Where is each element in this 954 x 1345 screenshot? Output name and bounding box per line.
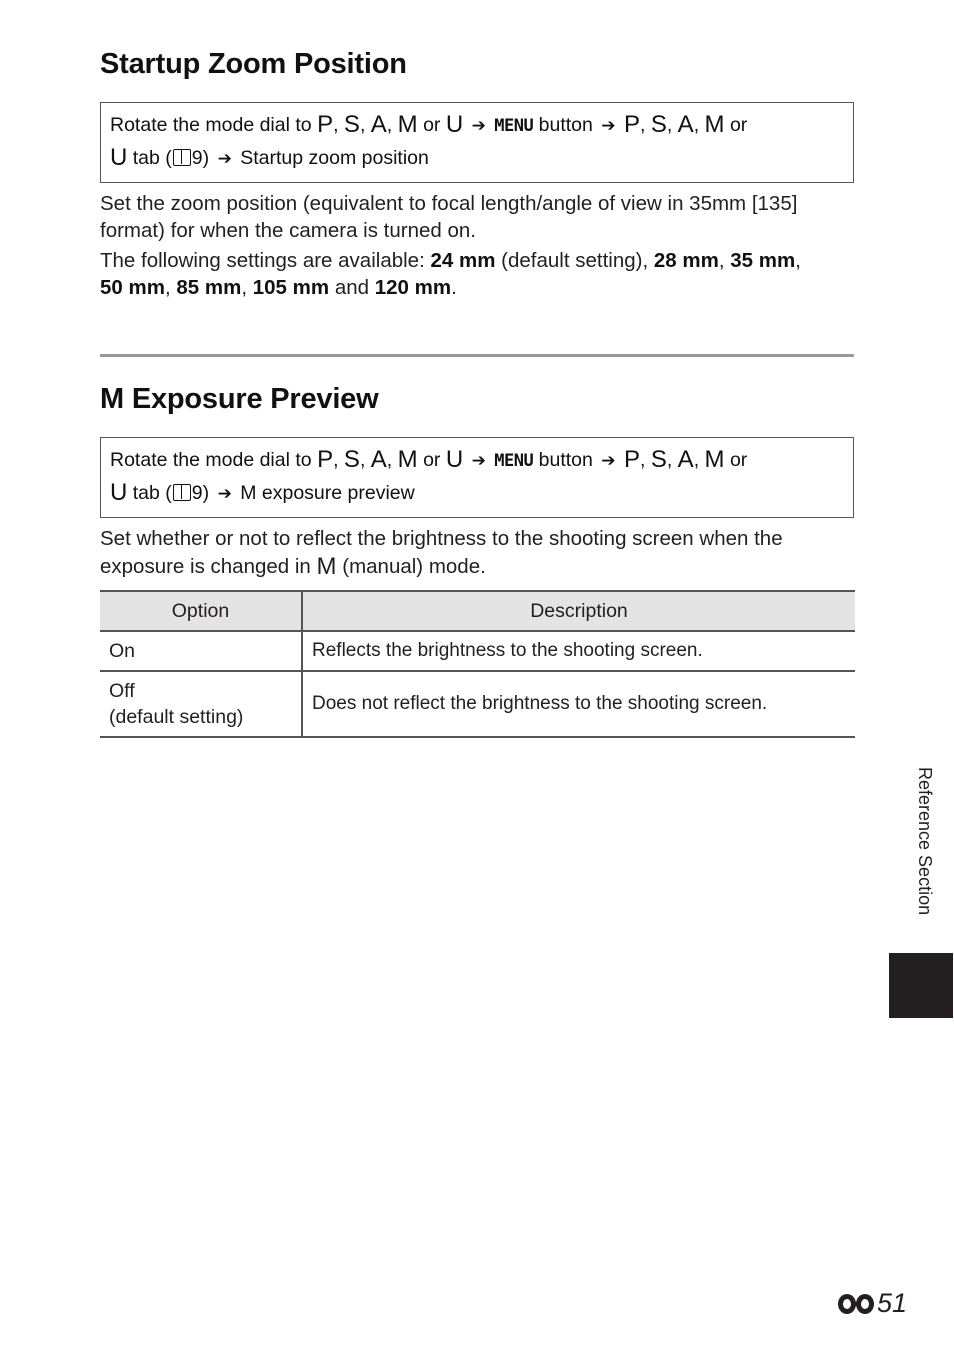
section-title-m-exposure-preview: M Exposure Preview (100, 383, 379, 415)
description-paragraph: Set the zoom position (equivalent to focal length/angle of view in 35mm [135] format) for when the camera is turned on. (100, 192, 798, 242)
description-text: (manual) mode. (342, 555, 486, 578)
page-number (837, 1288, 907, 1319)
nav-text: tab ( (132, 482, 172, 504)
column-header-option: Option (100, 591, 302, 631)
column-header-description: Description (302, 591, 855, 631)
settings-lead: The following settings are available: (100, 249, 425, 272)
nav-text: Rotate the mode dial to (110, 449, 312, 471)
mode-s-icon: S (343, 111, 360, 138)
nav-or: or (729, 114, 748, 136)
section-title-startup-zoom: Startup Zoom Position (100, 48, 407, 80)
option-label: Off (109, 680, 135, 702)
mode-u-icon: U (110, 479, 128, 506)
arrow-right-icon: ➔ (217, 484, 232, 503)
option-cell (100, 631, 302, 671)
setting-value: 24 mm (430, 249, 496, 272)
menu-button-icon: MENU (494, 451, 534, 471)
reference-section-icon (837, 1292, 875, 1316)
arrow-right-icon: ➔ (471, 116, 486, 135)
and-word: and (334, 276, 370, 299)
mode-u-icon: U (445, 446, 464, 473)
setting-value: 120 mm (374, 276, 452, 299)
nav-text: tab ( (132, 147, 172, 169)
setting-value: 85 mm (176, 276, 242, 299)
nav-path-box: Rotate the mode dial to P, S, A, M or U ➔ MENU button ➔ P, S, A, M or U tab ( 9) ➔ Startup zoom position (100, 102, 854, 183)
page-number-text: 51 (877, 1288, 908, 1318)
mode-m-icon: M (704, 446, 725, 473)
mode-s-icon: S (343, 446, 360, 473)
section-divider (100, 354, 854, 357)
arrow-right-icon: ➔ (217, 149, 232, 168)
nav-text: button (538, 114, 593, 136)
mode-m-icon: M (397, 111, 418, 138)
side-section-label: Reference Section (915, 767, 935, 916)
book-reference-icon (173, 484, 191, 501)
description-cell: Reflects the brightness to the shooting screen. (302, 631, 855, 671)
arrow-right-icon: ➔ (601, 451, 616, 470)
options-table (100, 590, 855, 738)
mode-a-icon: A (677, 111, 694, 138)
nav-target: M exposure preview (240, 482, 415, 504)
setting-value: 35 mm (730, 249, 796, 272)
arrow-right-icon: ➔ (601, 116, 616, 135)
nav-target: Startup zoom position (240, 147, 429, 169)
mode-p-icon: P (623, 446, 640, 473)
menu-button-icon: MENU (494, 116, 534, 136)
section-tab-marker (889, 953, 953, 1018)
nav-or: or (423, 114, 441, 136)
book-reference-icon (173, 149, 191, 166)
settings-paragraph: The following settings are available: 24 mm (default setting), 28 mm, 35 mm, 50 mm, 85 mm, 105 mm and 120 mm. (100, 249, 801, 299)
nav-path-box: Rotate the mode dial to P, S, A, M or U ➔ MENU button ➔ P, S, A, M or U tab ( 9) ➔ M exposure preview (100, 437, 854, 518)
description-paragraph (100, 525, 860, 581)
mode-s-icon: S (650, 111, 667, 138)
page-ref: 9) (191, 147, 210, 169)
setting-value: 50 mm (100, 276, 165, 299)
nav-text: Rotate the mode dial to (110, 114, 312, 136)
option-label: On (109, 640, 136, 662)
setting-value: 105 mm (252, 276, 330, 299)
table-row (100, 631, 855, 671)
arrow-right-icon: ➔ (471, 451, 486, 470)
default-note: (default setting) (501, 249, 643, 272)
mode-m-icon: M (397, 446, 418, 473)
mode-u-icon: U (110, 144, 128, 171)
mode-m-icon: M (704, 111, 725, 138)
description-text: Set whether or not to reflect the brightness to the shooting screen when the exposure is changed in (100, 527, 783, 578)
page-ref: 9) (191, 482, 210, 504)
setting-value: 28 mm (653, 249, 719, 272)
mode-p-icon: P (623, 111, 640, 138)
nav-or: or (729, 449, 748, 471)
table-header-row (100, 591, 855, 631)
mode-p-icon: P (317, 111, 334, 138)
nav-text: button (538, 449, 593, 471)
option-sublabel: (default setting) (109, 706, 244, 728)
mode-a-icon: A (677, 446, 694, 473)
mode-s-icon: S (650, 446, 667, 473)
mode-a-icon: A (370, 446, 387, 473)
nav-or: or (423, 449, 441, 471)
mode-a-icon: A (370, 111, 387, 138)
mode-m-icon: M (316, 553, 337, 580)
description-cell: Does not reflect the brightness to the shooting screen. (302, 671, 855, 737)
mode-p-icon: P (317, 446, 334, 473)
table-row (100, 671, 855, 737)
option-cell (100, 671, 302, 737)
mode-u-icon: U (445, 111, 464, 138)
